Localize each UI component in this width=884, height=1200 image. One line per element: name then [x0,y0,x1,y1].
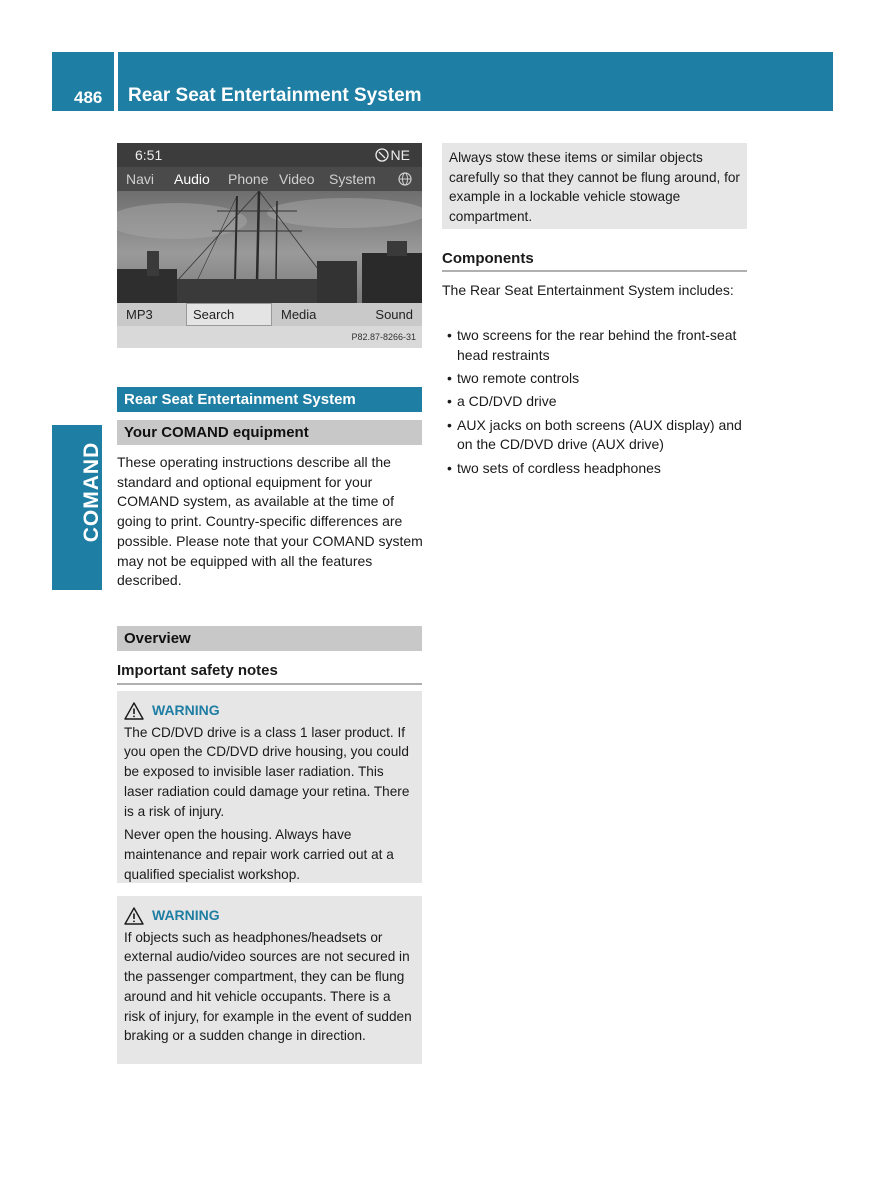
list-item: • AUX jacks on both screens (AUX display) and on the CD/DVD drive (AUX drive) [442,416,747,455]
harbor-photo [117,191,422,303]
image-caption: P82.87-8266-31 [117,326,422,348]
subsection-title: Your COMAND equipment [117,420,422,445]
warning-label: WARNING [152,702,220,718]
screen-time: 6:51 [135,147,163,163]
compass-icon [375,148,389,162]
warning-text: The CD/DVD drive is a class 1 laser product. If you open the CD/DVD drive housing, you could be exposed to invisible laser radiation. This laser radiation could damage your retina. There is a risk of injury. [124,724,410,819]
globe-icon [398,172,412,186]
screen-menu-video: Video [279,171,315,187]
side-tab-label: COMAND [80,441,103,543]
screen-menu-navi: Navi [126,171,155,187]
components-intro: The Rear Seat Entertainment System includes: [442,282,734,298]
warning-triangle-icon [124,702,144,720]
stow-note: Always stow these items or similar objects carefully so that they cannot be flung around, for example in a lockable vehicle stowage compartment. [442,143,747,229]
warning-triangle-icon [124,907,144,925]
section-title: Rear Seat Entertainment System [117,387,422,412]
warning-box-laser [117,691,422,883]
list-item: • a CD/DVD drive [442,392,747,412]
compass-direction: NE [390,147,410,163]
screen-bottom-media: Media [281,307,317,322]
warning-box-objects [117,896,422,1064]
safety-notes-title: Important safety notes [117,662,422,685]
components-title: Components [442,250,747,272]
warning-heading [124,701,415,721]
components-list [442,326,747,482]
page-title: Rear Seat Entertainment System [118,52,833,111]
page-number: 486 [52,52,114,111]
screen-bottom-mp3: MP3 [126,307,153,322]
screen-menu-system: System [329,171,376,187]
screen-bottom-search: Search [186,303,272,326]
screen-menu-audio: Audio [174,171,210,187]
screen-status-bar [117,143,422,167]
warning-text: If objects such as headphones/headsets or external audio/video sources are not secured in the passenger compartment, they can be flung around and hit vehicle occupants. There is a risk of injury, for example in the event of sudden braking or a sudden change in direction. [124,929,412,1044]
screen-compass [375,147,410,163]
screen-bottom-menu [117,303,422,326]
warning-label: WARNING [152,907,220,923]
screen-menu-phone: Phone [228,171,269,187]
screen-main-menu [117,167,422,191]
overview-title: Overview [117,626,422,651]
warning-heading [124,906,415,926]
screen-bottom-sound: Sound [375,307,413,322]
equipment-text: These operating instructions describe all the standard and optional equipment for your COMAND system, as available at the time of going to print. Country-specific differences are possible. Please note that your COMAND system may not be equipped with all the features described. [117,454,423,589]
list-item: • two remote controls [442,369,747,389]
list-item: • two screens for the rear behind the front-seat head restraints [442,326,747,365]
list-item: • two sets of cordless headphones [442,459,747,479]
screen-photo [117,143,422,348]
warning-text: Never open the housing. Always have maintenance and repair work carried out at a qualified specialist workshop. [124,827,394,882]
